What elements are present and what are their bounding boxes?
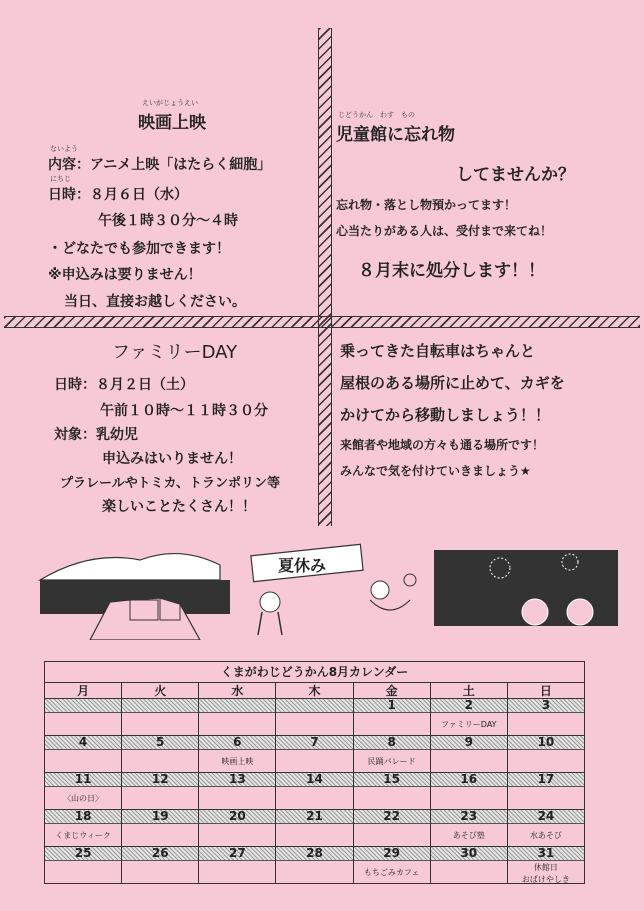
calendar-day-number: 5 [122, 736, 198, 750]
calendar-day-cell [199, 773, 276, 809]
calendar-day-number: 29 [354, 847, 430, 861]
calendar-day-cell [199, 736, 276, 772]
calendar-event: 民踊パレード [367, 757, 416, 766]
calendar-event: おばけやしき [521, 875, 570, 884]
movie-date-ruby: にちじ [50, 175, 71, 183]
calendar-day-cell [276, 773, 353, 809]
calendar-day-cell [122, 773, 199, 809]
calendar-day-header: 金 [354, 683, 431, 699]
calendar-day-number: 12 [122, 773, 198, 787]
movie-direct: 当日、直接お越しください。 [64, 294, 246, 310]
calendar-event: 水あそび [529, 831, 562, 840]
calendar-day-number: 16 [431, 773, 507, 787]
calendar-event: 映画上映 [221, 757, 254, 766]
august-calendar [44, 661, 585, 884]
calendar-day-number: 26 [122, 847, 198, 861]
calendar-day-cell [122, 699, 199, 735]
calendar-week [45, 773, 584, 810]
calendar-day-header: 月 [45, 683, 122, 699]
lost-title-1: 児童館に忘れ物 [336, 125, 455, 145]
calendar-day-number: 14 [276, 773, 352, 787]
movie-title-ruby: えいがじょうえい [142, 99, 198, 107]
calendar-day-number: 30 [431, 847, 507, 861]
calendar-day-cell [354, 810, 431, 846]
calendar-day-cell [508, 736, 584, 772]
family-time: 午前１０時～１１時３０分 [100, 403, 268, 419]
movie-anyone: ・どなたでも参加できます！ [48, 241, 230, 257]
calendar-day-cell [276, 810, 353, 846]
calendar-day-cell [122, 847, 199, 883]
calendar-day-cell [354, 699, 431, 735]
bike-line-1: 乗ってきた自転車はちゃんと [340, 342, 536, 360]
movie-title: 映画上映 [138, 113, 206, 133]
calendar-day-header: 日 [508, 683, 584, 699]
family-fun: 楽しいことたくさん！！ [102, 499, 256, 515]
calendar-day-cell [354, 736, 431, 772]
calendar-day-header: 土 [431, 683, 508, 699]
calendar-day-number: 21 [276, 810, 352, 824]
summer-illustration [30, 540, 620, 640]
calendar-event: くまじウィーク [55, 831, 111, 840]
calendar-day-number: 9 [431, 736, 507, 750]
family-no-apply: 申込みはいりません！ [102, 451, 242, 467]
movie-content-ruby: ないよう [50, 145, 78, 153]
calendar-week [45, 810, 584, 847]
summer-sign-text: 夏休み [278, 556, 327, 575]
calendar-day-number: 20 [199, 810, 275, 824]
calendar-day-number: 15 [354, 773, 430, 787]
horizontal-divider [4, 316, 640, 328]
calendar-day-cell [45, 736, 122, 772]
calendar-day-number: 28 [276, 847, 352, 861]
calendar-day-number: 18 [45, 810, 121, 824]
calendar-day-number: 3 [508, 699, 584, 713]
vertical-divider [318, 28, 332, 526]
lost-line-3: ８月末に処分します！！ [358, 261, 545, 281]
calendar-event: 休館日 [533, 863, 558, 872]
lost-line-2: 心当たりがある人は、受付まで来てね！ [336, 224, 553, 238]
bike-line-5: みんなで気を付けていきましょう★ [340, 464, 531, 478]
bike-line-2: 屋根のある場所に止めて、カギを [340, 374, 565, 392]
calendar-day-header: 木 [276, 683, 353, 699]
calendar-day-cell [276, 736, 353, 772]
family-target: 対象：乳幼児 [54, 427, 138, 443]
calendar-day-number: 6 [199, 736, 275, 750]
calendar-day-cell [508, 847, 584, 883]
calendar-day-number: 23 [431, 810, 507, 824]
calendar-day-number: 10 [508, 736, 584, 750]
calendar-day-cell [508, 810, 584, 846]
calendar-day-cell [354, 847, 431, 883]
calendar-day-cell [199, 810, 276, 846]
calendar-day-cell [45, 773, 122, 809]
calendar-day-cell [508, 699, 584, 735]
calendar-day-number: 22 [354, 810, 430, 824]
calendar-header [45, 683, 584, 699]
illustration-strip [30, 540, 620, 640]
calendar-day-number [45, 699, 121, 713]
calendar-day-cell [122, 810, 199, 846]
calendar-day-cell [431, 847, 508, 883]
calendar-event: ファミリーDAY [440, 720, 497, 729]
movie-time: 午後１時３０分～４時 [98, 213, 238, 229]
bike-line-3: かけてから移動しましょう！！ [340, 406, 551, 424]
calendar-day-cell [199, 847, 276, 883]
family-date: 日時：８月２日（土） [54, 377, 194, 393]
calendar-title: くまがわじどうかん8月カレンダー [45, 662, 584, 683]
calendar-day-number: 2 [431, 699, 507, 713]
calendar-day-number: 24 [508, 810, 584, 824]
calendar-day-number: 8 [354, 736, 430, 750]
calendar-day-number [122, 699, 198, 713]
calendar-day-cell [276, 699, 353, 735]
calendar-day-cell [45, 699, 122, 735]
calendar-day-cell [45, 847, 122, 883]
calendar-week [45, 699, 584, 736]
lost-title-ruby: じどうかん わす もの [338, 111, 415, 119]
calendar-day-cell [276, 847, 353, 883]
calendar-day-number: 1 [354, 699, 430, 713]
calendar-day-cell [122, 736, 199, 772]
calendar-day-header: 火 [122, 683, 199, 699]
calendar-day-number: 27 [199, 847, 275, 861]
calendar-day-cell [431, 699, 508, 735]
calendar-day-cell [431, 736, 508, 772]
calendar-day-cell [508, 773, 584, 809]
calendar-day-number: 17 [508, 773, 584, 787]
calendar-day-number: 11 [45, 773, 121, 787]
movie-date: 日時：８月６日（水） [48, 187, 188, 203]
calendar-week [45, 736, 584, 773]
family-title: ファミリーDAY [112, 342, 238, 363]
calendar-day-cell [45, 810, 122, 846]
movie-content: 内容：アニメ上映「はたらく細胞」 [48, 157, 272, 173]
calendar-day-cell [431, 810, 508, 846]
calendar-event: もちごみカフェ [363, 868, 420, 877]
calendar-day-cell [354, 773, 431, 809]
calendar-day-number: 13 [199, 773, 275, 787]
calendar-day-number: 7 [276, 736, 352, 750]
family-toys: プラレールやトミカ、トランポリン等 [60, 476, 280, 491]
calendar-day-number [199, 699, 275, 713]
lost-line-1: 忘れ物・落とし物預かってます！ [336, 198, 517, 212]
calendar-event: あそび塾 [452, 831, 485, 840]
calendar-day-number: 4 [45, 736, 121, 750]
calendar-event: 〈山の日〉 [63, 794, 104, 803]
calendar-day-header: 水 [199, 683, 276, 699]
calendar-day-number: 25 [45, 847, 121, 861]
calendar-day-number: 31 [508, 847, 584, 861]
calendar-day-cell [199, 699, 276, 735]
movie-no-apply: ※申込みは要りません！ [48, 267, 202, 283]
calendar-day-number [276, 699, 352, 713]
bike-line-4: 来館者や地域の方々も通る場所です！ [340, 438, 545, 452]
lost-title-2: してませんか？ [456, 165, 575, 185]
calendar-day-number: 19 [122, 810, 198, 824]
calendar-week [45, 847, 584, 883]
calendar-day-cell [431, 773, 508, 809]
